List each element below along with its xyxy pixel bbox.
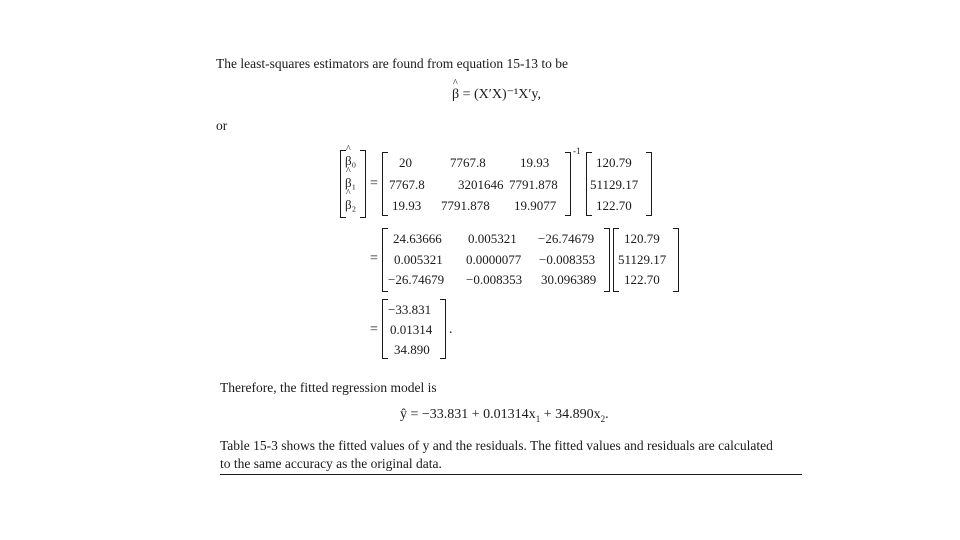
fitted-model-equation: ŷ = $-33.831 + 0.01314x_1 + 34.890x_2$. <box>400 407 609 424</box>
xtx-cell: 7767.8 <box>450 155 486 170</box>
closing-text-line-1: Table 15-3 shows the fitted values of y and the residuals. The fitted values and residuals are calculated <box>220 438 773 453</box>
result-right-bracket <box>440 299 446 359</box>
xtx-right-bracket <box>565 152 571 216</box>
xty2-cell: 51129.17 <box>618 252 667 267</box>
intro-text: The least-squares estimators are found from equation 15-13 to be <box>216 56 569 71</box>
equals-sign-2: = <box>370 251 378 266</box>
beta-0: ^ β₀ <box>345 153 356 169</box>
inverse-cell: 24.63666 <box>393 231 442 246</box>
xtx-cell: 19.93 <box>392 198 422 213</box>
closing-text-line-2: to the same accuracy as the original data. <box>220 456 442 471</box>
inverse-cell: −26.74679 <box>538 231 595 246</box>
inverse-cell: 0.005321 <box>468 231 517 246</box>
equals-sign-3: = <box>370 322 378 337</box>
estimator-formula-rhs: = (X′X)⁻¹X′y, <box>462 87 541 102</box>
xty-cell: 122.70 <box>596 198 632 213</box>
xtx-cell: 3201646 <box>458 177 504 192</box>
beta-hat-symbol: ^ β <box>452 87 459 103</box>
beta-vector-right-bracket <box>360 150 366 218</box>
xtx-cell: 19.93 <box>520 155 550 170</box>
therefore-text: Therefore, the fitted regression model is <box>220 380 437 395</box>
bottom-rule <box>220 474 802 475</box>
equals-sign-1: = <box>370 176 378 191</box>
y-hat-symbol: ŷ <box>400 407 407 422</box>
xtx-cell: 7791.878 <box>509 177 558 192</box>
xtx-left-bracket <box>382 152 388 216</box>
inverse-cell: 30.096389 <box>541 272 597 287</box>
xty2-cell: 122.70 <box>624 272 660 287</box>
result-cell: −33.831 <box>388 302 432 317</box>
inverse-cell: −26.74679 <box>388 272 445 287</box>
xtx-cell: 19.9077 <box>514 198 557 213</box>
result-cell: 34.890 <box>394 342 430 357</box>
inverse-right-bracket <box>604 228 610 292</box>
inverse-cell: −0.008353 <box>539 252 596 267</box>
result-period: . <box>449 322 453 337</box>
estimator-formula <box>452 86 541 103</box>
inverse-cell: −0.008353 <box>466 272 523 287</box>
xtx-cell: 20 <box>399 155 412 170</box>
beta-2: ^ β₂ <box>345 197 356 213</box>
xtx-cell: 7767.8 <box>389 177 425 192</box>
inverse-exponent: -1 <box>573 146 581 156</box>
inverse-cell: 0.0000077 <box>466 252 522 267</box>
result-cell: 0.01314 <box>390 322 433 337</box>
xty-right-bracket <box>646 152 652 216</box>
or-text: or <box>216 118 228 133</box>
xtx-cell: 7791.878 <box>441 198 490 213</box>
xty2-right-bracket <box>673 228 679 292</box>
xty2-cell: 120.79 <box>624 231 660 246</box>
beta-1: ^ β₁ <box>345 175 356 191</box>
inverse-cell: 0.005321 <box>394 252 443 267</box>
xty-cell: 51129.17 <box>590 177 639 192</box>
xty-cell: 120.79 <box>596 155 632 170</box>
